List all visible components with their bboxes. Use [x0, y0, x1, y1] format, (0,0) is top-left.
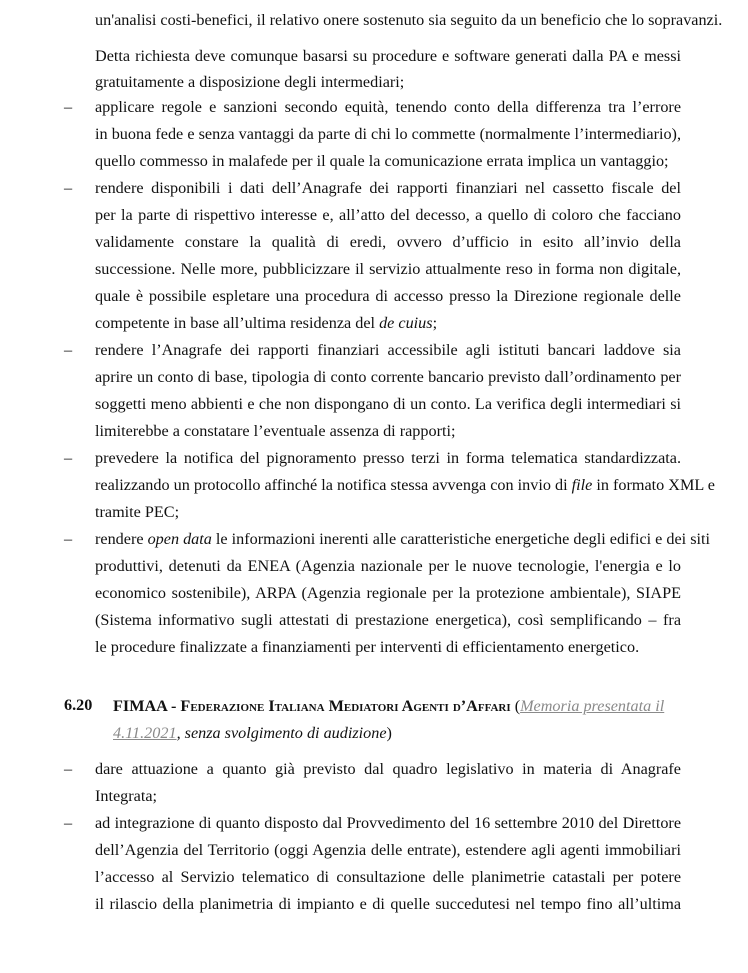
italic-term: file: [571, 476, 593, 494]
bullet-line: applicare regole e sanzioni secondo equità, tenendo conto della differenza tra l’errore: [95, 98, 681, 116]
bullet-line: per la parte di rispettivo interesse e, all’atto del decesso, a quello di coloro che facciano: [95, 206, 681, 224]
bullet-line: l’accesso al Servizio telematico di consultazione delle planimetrie catastali per potere: [95, 868, 681, 886]
bullet-dash: –: [64, 179, 73, 197]
bullet-line: produttivi, detenuti da ENEA (Agenzia nazionale per le nuove tecnologie, l'energia e lo: [95, 557, 681, 575]
bullet-line: tramite PEC;: [95, 503, 180, 521]
paren: (: [514, 697, 521, 715]
bullet-line: quale è possibile espletare una procedura di accesso presso la Direzione regionale delle: [95, 287, 681, 305]
text-run: competente in base all’ultima residenza del: [95, 314, 380, 332]
bullet-dash: –: [64, 530, 73, 548]
bullet-line: limiterebbe a constatare l’eventuale assenza di rapporti;: [95, 422, 456, 440]
bullet-line: [95, 475, 715, 495]
paragraph-line: Detta richiesta deve comunque basarsi su procedure e software generati dalla PA e messi: [95, 47, 681, 65]
bullet-line: [95, 313, 437, 333]
paragraph-line: gratuitamente a disposizione degli intermediari;: [95, 73, 405, 91]
bullet-line: rendere disponibili i dati dell’Anagrafe dei rapporti finanziari nel cassetto fiscale del: [95, 179, 681, 197]
bullet-line: successione. Nelle more, pubblicizzare il servizio attualmente reso in forma non digitale,: [95, 260, 681, 278]
bullet-dash: –: [64, 814, 73, 832]
memo-note: , senza svolgimento di audizione: [176, 724, 387, 742]
text-run: ;: [432, 314, 438, 332]
text-run: in formato XML e: [592, 476, 715, 494]
section-heading: [113, 695, 664, 717]
bullet-line: in buona fede e senza vantaggi da parte di chi lo commette (normalmente l’intermediario),: [95, 125, 681, 143]
text-run: le informazioni inerenti alle caratteristiche energetiche degli edifici e dei siti: [211, 530, 711, 548]
memo-date-link[interactable]: 4.11.2021: [113, 724, 177, 742]
bullet-line: dell’Agenzia del Territorio (oggi Agenzia delle entrate), estendere agli agenti immobiliari: [95, 841, 681, 859]
bullet-line: il rilascio della planimetria di impianto e di quelle succedutesi nel tempo fino all’ultima: [95, 895, 681, 913]
bullet-line: Integrata;: [95, 787, 158, 805]
bullet-line: prevedere la notifica del pignoramento presso terzi in forma telematica standardizzata.: [95, 449, 681, 467]
bullet-line: [95, 529, 710, 549]
section-heading-cont: [113, 722, 392, 744]
bullet-dash: –: [64, 760, 73, 778]
italic-term: open data: [147, 530, 212, 548]
bullet-dash: –: [64, 449, 73, 467]
text-run: realizzando un protocollo affinché la notifica stessa avvenga con invio di: [95, 476, 572, 494]
bullet-line: (Sistema informativo sugli attestati di prestazione energetica), così semplificando – fra: [95, 611, 681, 629]
section-title: FIMAA - Federazione Italiana Mediatori Agenti d’Affari: [113, 697, 511, 715]
paren: ): [386, 724, 392, 742]
bullet-line: rendere l’Anagrafe dei rapporti finanziari accessibile agli istituti bancari laddove sia: [95, 341, 681, 359]
bullet-line: dare attuazione a quanto già previsto dal quadro legislativo in materia di Anagrafe: [95, 760, 681, 778]
section-number: 6.20: [64, 696, 93, 714]
bullet-line: le procedure finalizzate a finanziamenti per interventi di efficientamento energetico.: [95, 638, 640, 656]
paragraph-line: un'analisi costi-benefici, il relativo onere sostenuto sia seguito da un beneficio che lo sopravanzi.: [95, 11, 723, 29]
bullet-line: economico sostenibile), ARPA (Agenzia regionale per la protezione ambientale), SIAPE: [95, 584, 681, 602]
bullet-dash: –: [64, 98, 73, 116]
bullet-dash: –: [64, 341, 73, 359]
bullet-line: aprire un conto di base, tipologia di conto corrente bancario previsto dall’ordinamento per: [95, 368, 681, 386]
memo-link[interactable]: Memoria presentata il: [520, 697, 665, 715]
bullet-line: validamente constare la qualità di eredi, ovvero d’ufficio in esito all’invio della: [95, 233, 681, 251]
bullet-line: soggetti meno abbienti e che non dispongano di un conto. La verifica degli intermediari si: [95, 395, 681, 413]
bullet-line: quello commesso in malafede per il quale la comunicazione errata implica un vantaggio;: [95, 152, 669, 170]
bullet-line: ad integrazione di quanto disposto dal Provvedimento del 16 settembre 2010 del Direttore: [95, 814, 681, 832]
italic-term: de cuius: [379, 314, 433, 332]
text-run: rendere: [95, 530, 148, 548]
